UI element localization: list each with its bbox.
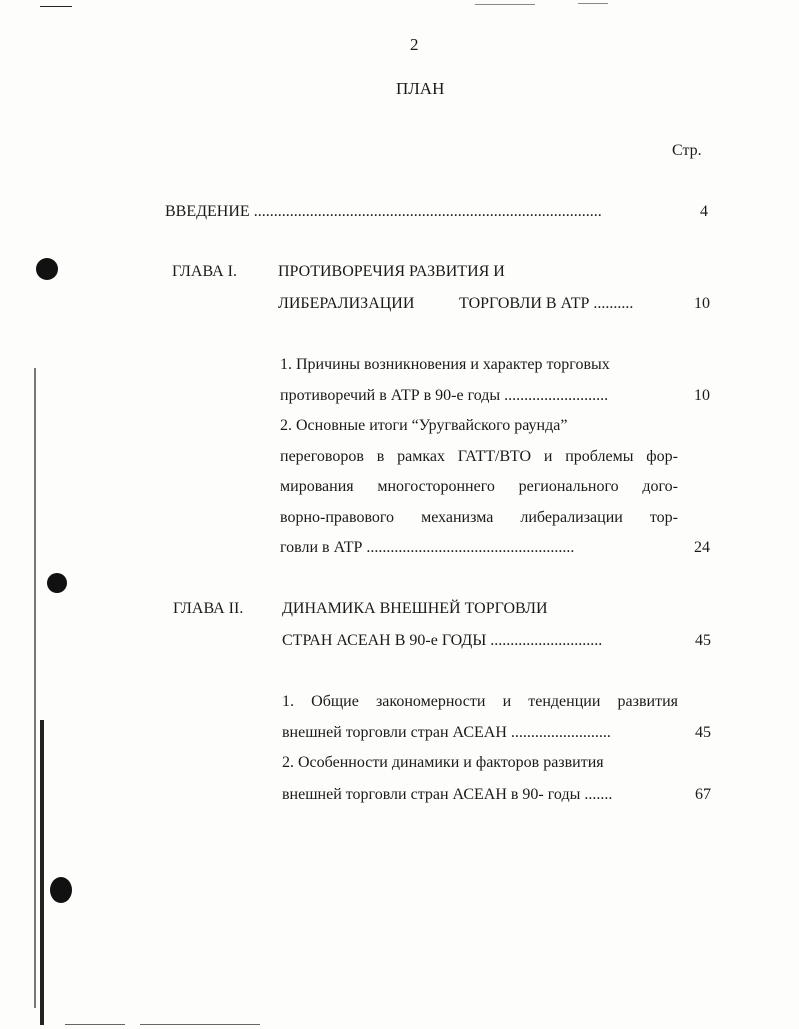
section-entry: внешней торговли стран АСЕАН в 90- годы ....... — [282, 786, 613, 803]
punch-hole-2 — [47, 573, 67, 593]
chapter-title: ДИНАМИКА ВНЕШНЕЙ ТОРГОВЛИ — [282, 600, 548, 617]
toc-page: 45 — [695, 724, 711, 741]
section-entry: 2. Основные итоги “Уругвайского раунда” — [280, 417, 568, 434]
toc-page: 24 — [694, 539, 710, 556]
top-edge-mark — [578, 3, 608, 4]
section-entry: внешней торговли стран АСЕАН ......................... — [282, 724, 611, 741]
bottom-edge-mark — [140, 1024, 260, 1025]
top-edge-mark — [40, 6, 72, 7]
chapter-title: СТРАН АСЕАН В 90-е ГОДЫ ............................ — [282, 632, 603, 649]
chapter-title: ТОРГОВЛИ В АТР .......... — [459, 295, 634, 312]
section-entry: ворно-правового механизма либерализации тор- — [280, 509, 678, 526]
section-entry: говли в АТР .................................................... — [280, 539, 575, 556]
margin-line — [34, 368, 36, 1008]
toc-page: 10 — [694, 387, 710, 404]
page-number: 2 — [410, 35, 419, 54]
punch-hole-1 — [36, 258, 58, 280]
section-entry: мирования многостороннего регионального дого- — [280, 478, 678, 495]
toc-intro: ВВЕДЕНИЕ ....................................................................................... — [165, 203, 602, 220]
punch-hole-3 — [50, 877, 72, 903]
section-entry: 1. Причины возникновения и характер торговых — [280, 356, 610, 373]
bottom-edge-mark — [65, 1024, 125, 1025]
margin-line-bold — [40, 720, 44, 1025]
top-edge-mark — [475, 4, 535, 5]
page-title: ПЛАН — [396, 79, 445, 98]
toc-page: 4 — [700, 203, 708, 220]
section-entry: 1. Общие закономерности и тенденции развития — [282, 693, 678, 710]
chapter-title: ЛИБЕРАЛИЗАЦИИ — [278, 295, 415, 312]
chapter-title: ПРОТИВОРЕЧИЯ РАЗВИТИЯ И — [278, 263, 505, 280]
page-column-header: Стр. — [672, 142, 702, 159]
toc-page: 67 — [695, 786, 711, 803]
section-entry: переговоров в рамках ГАТТ/ВТО и проблемы фор- — [280, 448, 678, 465]
section-entry: противоречий в АТР в 90-е годы .......................... — [280, 387, 609, 404]
chapter-label: ГЛАВА II. — [173, 600, 244, 617]
toc-page: 45 — [695, 632, 711, 649]
toc-page: 10 — [694, 295, 710, 312]
chapter-label: ГЛАВА I. — [172, 263, 237, 280]
section-entry: 2. Особенности динамики и факторов развития — [282, 754, 604, 771]
